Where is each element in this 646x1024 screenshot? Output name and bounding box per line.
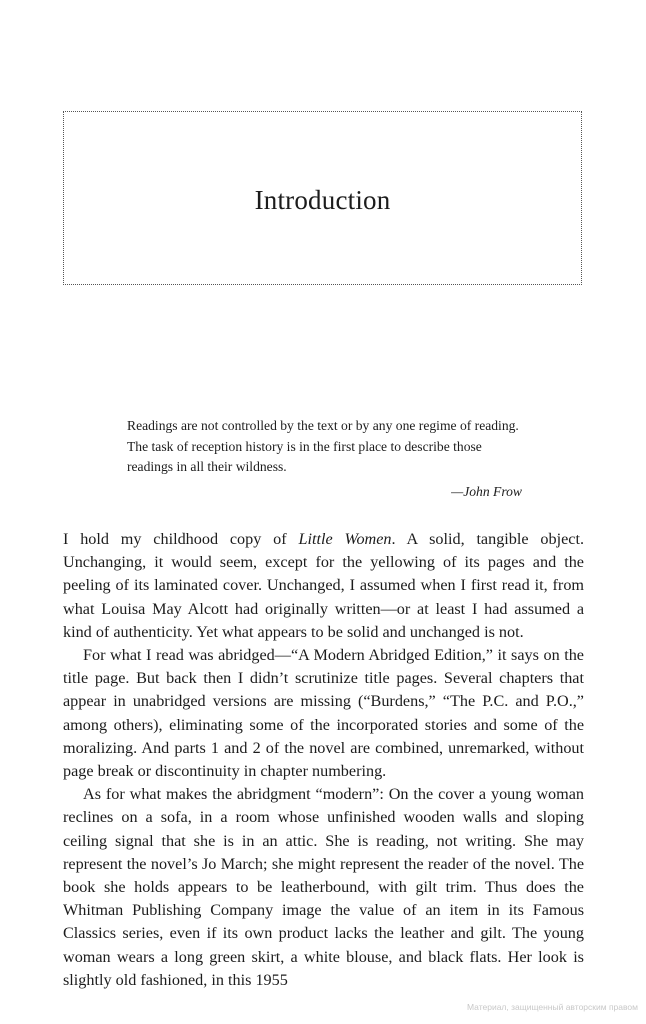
- paragraph-1-rest: . A solid, tangible object. Unchanging, it would seem, except for the yellowing of its pages and the peeling of its laminated cover. Unchanged, I assumed when I first read it, from what Louisa May Alcott had originally written—or at least I had assumed a kind of authenticity. Yet what appears to be solid and unchanged is not.: [63, 530, 584, 641]
- epigraph-attribution: —John Frow: [451, 483, 522, 499]
- epigraph-text: Readings are not controlled by the text or by any one regime of reading. The task of reception history is in the first place to describe those readings in all their wildness.: [127, 418, 519, 474]
- paragraph-2: For what I read was abridged—“A Modern Abridged Edition,” it says on the title page. But back then I didn’t scrutinize title pages. Several chapters that appear in unabridged versions are missing (“Burdens,” “The P.C. and P.O.,” among others), eliminating some of the incorporated stories and some of the moralizing. And parts 1 and 2 of the novel are combined, unremarked, without page break or discontinuity in chapter numbering.: [63, 646, 584, 781]
- book-title: Little Women: [298, 530, 392, 548]
- paragraph-1: [63, 528, 584, 644]
- chapter-title: Introduction: [254, 185, 391, 215]
- copyright-watermark: Материал, защищенный авторским правом: [466, 1002, 638, 1012]
- epigraph: [127, 416, 522, 502]
- paragraph-3: As for what makes the abridgment “modern”: On the cover a young woman reclines on a sofa, in a room whose unfinished wooden walls and sloping ceiling signal that she is in an attic. She is reading, not writing. She may represent the novel’s Jo March; she might represent the reader of the novel. The book she holds appears to be leatherbound, with gilt trim. Thus does the Whitman Publishing Company image the value of an item in its Famous Classics series, even if its own product lacks the leather and gilt. The young woman wears a long green skirt, a white blouse, and black flats. Her look is slightly old fashioned, in this 1955: [63, 785, 584, 989]
- paragraph-1-start: I hold my childhood copy of: [63, 530, 299, 548]
- chapter-title-box: [63, 111, 582, 285]
- body-text: [63, 528, 584, 992]
